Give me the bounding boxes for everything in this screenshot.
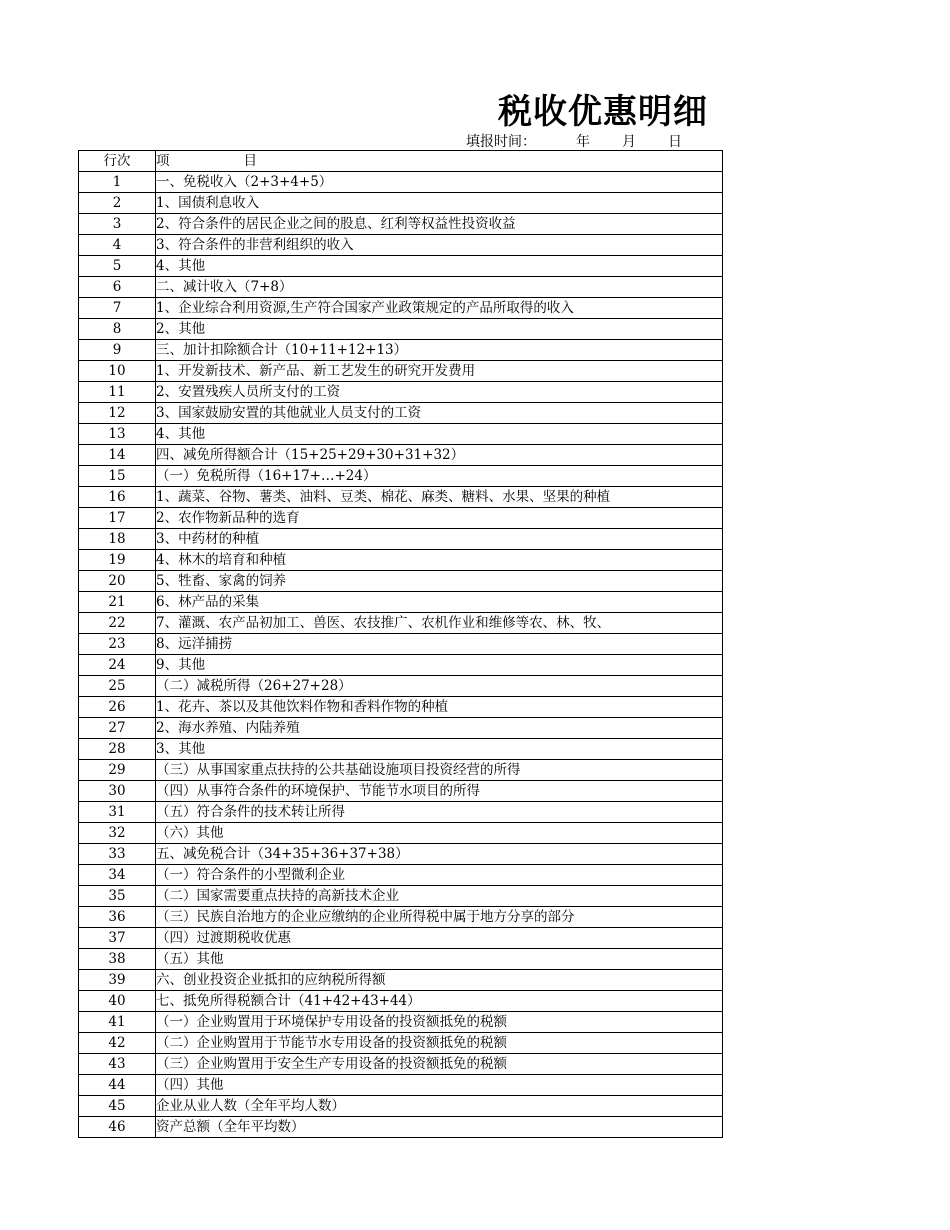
row-number: 13 (79, 424, 156, 445)
table-row (79, 886, 723, 907)
table-row (79, 823, 723, 844)
row-item: 1、蔬菜、谷物、薯类、油料、豆类、棉花、麻类、糖料、水果、坚果的种植 (156, 487, 723, 508)
fill-month-label: 月 (622, 134, 636, 150)
table-row (79, 487, 723, 508)
table-row (79, 760, 723, 781)
row-item: 2、其他 (156, 319, 723, 340)
row-item: 1、花卉、茶以及其他饮料作物和香料作物的种植 (156, 697, 723, 718)
row-item: 3、符合条件的非营利组织的收入 (156, 235, 723, 256)
table-row (79, 634, 723, 655)
row-number: 8 (79, 319, 156, 340)
row-number: 17 (79, 508, 156, 529)
row-item: （三）民族自治地方的企业应缴纳的企业所得税中属于地方分享的部分 (156, 907, 723, 928)
row-number: 33 (79, 844, 156, 865)
table-header-row (79, 151, 723, 172)
row-item: （三）企业购置用于安全生产专用设备的投资额抵免的税额 (156, 1054, 723, 1075)
row-number: 23 (79, 634, 156, 655)
row-item: 5、牲畜、家禽的饲养 (156, 571, 723, 592)
row-number: 42 (79, 1033, 156, 1054)
header-item-b: 目 (243, 153, 257, 169)
table-row (79, 193, 723, 214)
table-row (79, 508, 723, 529)
row-number: 29 (79, 760, 156, 781)
row-item: 企业从业人数（全年平均人数） (156, 1096, 723, 1117)
row-item: 8、远洋捕捞 (156, 634, 723, 655)
table-row (79, 424, 723, 445)
row-number: 7 (79, 298, 156, 319)
row-item: 2、安置残疾人员所支付的工资 (156, 382, 723, 403)
table-row (79, 277, 723, 298)
row-number: 25 (79, 676, 156, 697)
row-item: （一）企业购置用于环境保护专用设备的投资额抵免的税额 (156, 1012, 723, 1033)
row-item: （四）从事符合条件的环境保护、节能节水项目的所得 (156, 781, 723, 802)
row-item: （五）其他 (156, 949, 723, 970)
row-number: 11 (79, 382, 156, 403)
page-title: 税收优惠明细 (498, 92, 708, 132)
row-item: （六）其他 (156, 823, 723, 844)
table-row (79, 172, 723, 193)
row-number: 9 (79, 340, 156, 361)
row-number: 32 (79, 823, 156, 844)
table-row (79, 214, 723, 235)
row-number: 4 (79, 235, 156, 256)
fill-year-label: 年 (576, 134, 590, 150)
row-item: （二）企业购置用于节能节水专用设备的投资额抵免的税额 (156, 1033, 723, 1054)
table-row (79, 298, 723, 319)
table-row (79, 550, 723, 571)
table-row (79, 844, 723, 865)
row-item: 七、抵免所得税额合计（41+42+43+44） (156, 991, 723, 1012)
table-row (79, 466, 723, 487)
table-row (79, 991, 723, 1012)
row-number: 45 (79, 1096, 156, 1117)
row-number: 22 (79, 613, 156, 634)
row-item: （二）国家需要重点扶持的高新技术企业 (156, 886, 723, 907)
row-number: 28 (79, 739, 156, 760)
row-item: 4、林木的培育和种植 (156, 550, 723, 571)
table-row (79, 592, 723, 613)
row-item: （四）过渡期税收优惠 (156, 928, 723, 949)
row-number: 12 (79, 403, 156, 424)
row-number: 27 (79, 718, 156, 739)
table-row (79, 445, 723, 466)
row-item: 7、灌溉、农产品初加工、兽医、农技推广、农机作业和维修等农、林、牧、 (156, 613, 723, 634)
row-item: （三）从事国家重点扶持的公共基础设施项目投资经营的所得 (156, 760, 723, 781)
table-row (79, 1096, 723, 1117)
row-item: （一）免税所得（16+17+…+24） (156, 466, 723, 487)
table-row (79, 235, 723, 256)
table-row (79, 802, 723, 823)
row-number: 2 (79, 193, 156, 214)
row-number: 46 (79, 1117, 156, 1138)
table-row (79, 361, 723, 382)
row-item: 6、林产品的采集 (156, 592, 723, 613)
row-number: 6 (79, 277, 156, 298)
row-number: 18 (79, 529, 156, 550)
table-body (79, 172, 723, 1138)
row-item: 1、开发新技术、新产品、新工艺发生的研究开发费用 (156, 361, 723, 382)
row-item: 一、免税收入（2+3+4+5） (156, 172, 723, 193)
row-item: 9、其他 (156, 655, 723, 676)
row-number: 40 (79, 991, 156, 1012)
row-number: 31 (79, 802, 156, 823)
table-row (79, 1075, 723, 1096)
fill-day-label: 日 (668, 134, 682, 150)
table-row (79, 781, 723, 802)
row-number: 1 (79, 172, 156, 193)
row-number: 37 (79, 928, 156, 949)
row-number: 38 (79, 949, 156, 970)
row-number: 39 (79, 970, 156, 991)
row-item: 五、减免税合计（34+35+36+37+38） (156, 844, 723, 865)
table-row (79, 403, 723, 424)
table-row (79, 697, 723, 718)
row-item: （二）减税所得（26+27+28） (156, 676, 723, 697)
row-item: 1、企业综合利用资源,生产符合国家产业政策规定的产品所取得的收入 (156, 298, 723, 319)
table-row (79, 382, 723, 403)
row-item: 2、海水养殖、内陆养殖 (156, 718, 723, 739)
row-number: 26 (79, 697, 156, 718)
row-number: 34 (79, 865, 156, 886)
row-item: 3、国家鼓励安置的其他就业人员支付的工资 (156, 403, 723, 424)
row-item: 六、创业投资企业抵扣的应纳税所得额 (156, 970, 723, 991)
row-item: 二、减计收入（7+8） (156, 277, 723, 298)
row-item: 资产总额（全年平均数） (156, 1117, 723, 1138)
row-number: 15 (79, 466, 156, 487)
table-row (79, 655, 723, 676)
row-number: 41 (79, 1012, 156, 1033)
row-number: 10 (79, 361, 156, 382)
row-item: 四、减免所得额合计（15+25+29+30+31+32） (156, 445, 723, 466)
table-row (79, 340, 723, 361)
header-item (156, 151, 723, 172)
table-row (79, 1054, 723, 1075)
table-row (79, 1033, 723, 1054)
row-item: 1、国债利息收入 (156, 193, 723, 214)
table-row (79, 718, 723, 739)
row-number: 30 (79, 781, 156, 802)
row-item: （五）符合条件的技术转让所得 (156, 802, 723, 823)
row-number: 43 (79, 1054, 156, 1075)
table-row (79, 949, 723, 970)
row-item: 2、符合条件的居民企业之间的股息、红利等权益性投资收益 (156, 214, 723, 235)
row-item: 4、其他 (156, 424, 723, 445)
table-row (79, 529, 723, 550)
table-row (79, 613, 723, 634)
table-row (79, 907, 723, 928)
row-number: 20 (79, 571, 156, 592)
table-row (79, 928, 723, 949)
row-number: 35 (79, 886, 156, 907)
header-row-number: 行次 (79, 151, 156, 172)
fill-date-label: 填报时间： (466, 134, 536, 150)
header-item-a: 项 (156, 153, 170, 169)
row-item: 3、其他 (156, 739, 723, 760)
row-number: 5 (79, 256, 156, 277)
table-row (79, 676, 723, 697)
row-number: 36 (79, 907, 156, 928)
row-item: （一）符合条件的小型微利企业 (156, 865, 723, 886)
row-number: 21 (79, 592, 156, 613)
table-row (79, 1117, 723, 1138)
table-row (79, 739, 723, 760)
row-item: 4、其他 (156, 256, 723, 277)
row-item: 2、农作物新品种的选育 (156, 508, 723, 529)
row-number: 3 (79, 214, 156, 235)
table-row (79, 865, 723, 886)
row-item: 3、中药材的种植 (156, 529, 723, 550)
row-number: 24 (79, 655, 156, 676)
row-number: 16 (79, 487, 156, 508)
row-number: 19 (79, 550, 156, 571)
table-row (79, 256, 723, 277)
table-row (79, 319, 723, 340)
row-item: （四）其他 (156, 1075, 723, 1096)
tax-preference-table (78, 150, 723, 1138)
row-number: 44 (79, 1075, 156, 1096)
row-item: 三、加计扣除额合计（10+11+12+13） (156, 340, 723, 361)
table-row (79, 571, 723, 592)
row-number: 14 (79, 445, 156, 466)
table-row (79, 1012, 723, 1033)
table-row (79, 970, 723, 991)
